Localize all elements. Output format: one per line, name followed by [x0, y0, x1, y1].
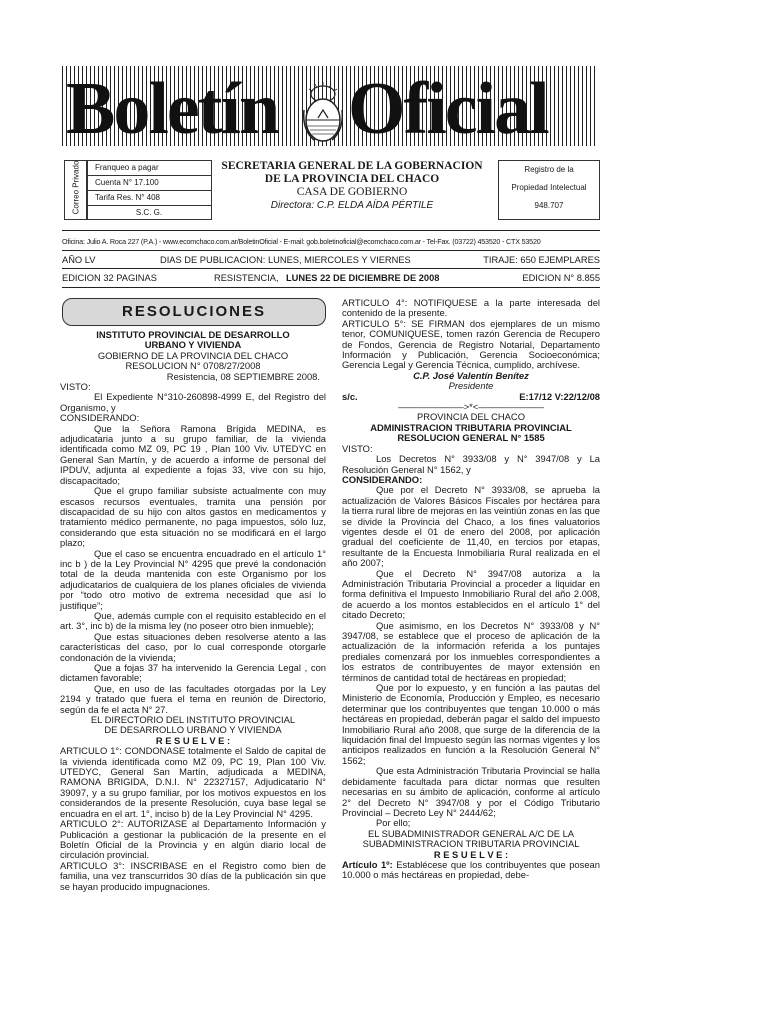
paragraph: Que el grupo familiar subsiste actualmente con muy escasos recursos eventuales, tramita una pensión por discapacidad de su hijo con altos gastos en medicamentos y tratamiento médico permanente, no paga impuestos, sólo luz, considerando que esta situación no se modificará en el largo plazo; [60, 485, 326, 549]
por-ello: Por ello; [376, 817, 411, 829]
province-line: PROVINCIA DEL CHACO [416, 411, 525, 423]
rule [62, 268, 600, 269]
institute-line: INSTITUTO PROVINCIAL DE DESARROLLO [96, 329, 290, 340]
visto-heading: VISTO: [342, 442, 373, 454]
franqueo-line: Franqueo a pagar [87, 161, 211, 176]
right-column [342, 298, 600, 881]
article: ARTICULO 5°: SE FIRMAN dos ejemplares de un mismo tenor, COMUNIQUESE, tomen razón Gerencia de Recupero de Fondos, Gerencia de Registro Notarial, Departamento Información y Publicación, Gerencia Socioeconómica; Gerencia Legal y Gerencia Técnica, cumplido, archívese. [342, 317, 600, 371]
separator: ———————>*<——————— [398, 401, 544, 413]
paragraph: Que la Señora Ramona Brígida MEDINA, es adjudicataria junto a su grupo familiar, de la vivienda identificada como MZ 09, PC 19 , Plan 100 Viv. UTEDYC en General San Martín, y de acuerdo a informe de personal del IPDUV, adjunta al expediente a fojas 33, vive con su hijo, discapacitado; [60, 422, 326, 486]
section-title: RESOLUCIONES [62, 298, 326, 326]
franqueo-line: Cuenta N° 17.100 [87, 176, 211, 191]
franqueo-line: S.C. G. [135, 208, 163, 217]
paragraph: Que esta Administración Tributaria Provincial se halla debidamente facultada para dictar normas que resulten necesarias en su ámbito de aplicación, conforme al artículo 2° del Decreto N° 3947/08 y por el Código Tributario Provincial – Decreto Ley N° 2444/62; [342, 765, 600, 818]
rule [62, 230, 600, 231]
directora: Directora: C.P. ELDA AÍDA PÉRTILE [270, 200, 434, 211]
article [342, 860, 600, 881]
dias-publicacion: DIAS DE PUBLICACION: LUNES, MIERCOLES Y VIERNES [160, 255, 411, 265]
directorio-line: DE DESARROLLO URBANO Y VIVIENDA [104, 724, 282, 736]
franqueo-box [86, 160, 212, 220]
edicion-numero: EDICION N° 8.855 [522, 273, 600, 283]
article: ARTICULO 1°: CONDONASE totalmente el Saldo de capital de la vivienda identificada como MZ 09, PC 19, Plan 100 Viv. UTEDYC, General San Martín, adjudicada a MEDINA, RAMONA BRIGIDA, D.N.I. N° 22327157, Adjudicatario N° 39097, y a su grupo familiar, por los motivos expuestos en los considerandos de la presente Resolución, cuya base legal se encuadra en el art. 1°, inciso b) de la Ley Provincial N° 4295. [60, 745, 326, 819]
paragraph: El Expediente N°310-260898-4999 E, del Registro del Organismo, y [60, 391, 326, 413]
secretaria-title: SECRETARIA GENERAL DE LA GOBERNACION [221, 160, 483, 172]
secretaria-block [212, 160, 492, 212]
lugar: RESISTENCIA, [214, 273, 279, 283]
anio: AÑO LV [62, 255, 96, 265]
franqueo-line: Tarifa Res. N° 408 [87, 191, 211, 206]
resolucion-number: RESOLUCION N° 0708/27/2008 [125, 360, 261, 372]
left-column [60, 330, 326, 892]
fecha-edicion: LUNES 22 DE DICIEMBRE DE 2008 [286, 273, 440, 283]
signatory-role: Presidente [448, 380, 494, 392]
paragraph: Que asimismo, en los Decretos N° 3933/08 y N° 3947/08, se establece que el proceso de aplicación de la actualización de la información referida a los puntajes prediales comenzará por los inmuebles correspondientes a los estratos de contribuyentes de mayor extensión en términos de cantidad total de hectáreas en propiedad; [342, 619, 600, 683]
admin-line: ADMINISTRACION TRIBUTARIA PROVINCIAL [370, 421, 572, 433]
coat-of-arms-icon [298, 80, 348, 146]
institute-line: URBANO Y VIVIENDA [144, 339, 242, 351]
rule [62, 250, 600, 251]
publication-dates: E:17/12 V:22/12/08 [519, 390, 600, 402]
paragraph: Que, además cumple con el requisito establecido en el art. 3°, inc b) de la misma ley (no poseer otro bien inmueble); [60, 609, 326, 632]
casa-gobierno: CASA DE GOBIERNO [296, 186, 408, 198]
article: ARTICULO 4°: NOTIFIQUESE a la parte interesada del contenido de la presente. [342, 297, 600, 319]
edicion-paginas: EDICION 32 PAGINAS [62, 273, 157, 283]
subadmin-line: SUBADMINISTRACION TRIBUTARIA PROVINCIAL [362, 838, 580, 850]
considerando-heading: CONSIDERANDO: [60, 412, 140, 424]
provincia-title: DE LA PROVINCIA DEL CHACO [264, 173, 440, 185]
directorio-line: EL DIRECTORIO DEL INSTITUTO PROVINCIAL [90, 714, 296, 726]
registro-box [498, 160, 600, 220]
gobierno-line: GOBIERNO DE LA PROVINCIA DEL CHACO [97, 349, 289, 361]
paragraph: Que el caso se encuentra encuadrado en el artículo 1° inc b ) de la Ley Provincial N° 4295 que prevé la condonación total de la deuda mantenida con este Organismo por los adjudicatarios de cualquiera de los planes oficiales de vivienda por “todo otro motivo de extrema necesidad que así lo justifique”; [60, 547, 326, 611]
paragraph: Que por el Decreto N° 3933/08, se aprueba la actualización de Valores Básicos Fiscales por hectárea para la tierra rural libre de mejoras en las veintiún zonas en las que se divide la Provincia del Chaco, a los fines valuatorios vigentes desde el 01 de enero del 2008, por aplicación gradual del coeficiente de 11,40, en tercios por etapas, resultante de la Encuesta Inmobiliaria Rural realizada en el año 2007; [342, 484, 600, 569]
resolucion-date: Resistencia, 08 SEPTIEMBRE 2008. [166, 370, 320, 382]
article-label: Artículo 1º: [342, 858, 393, 870]
article: ARTICULO 2°: AUTORIZASE al Departamento Información y Publicación a gestionar la publicación de la presente en el Boletín Oficial de la Provincia y en algún diario local de circulación provincial. [60, 818, 326, 861]
rule [62, 287, 600, 288]
masthead-title-left: Boletín [66, 68, 279, 150]
visto-heading: VISTO: [60, 381, 91, 393]
masthead-title-right: Oficial [348, 68, 548, 150]
paragraph: Que por lo expuesto, y en función a las pautas del Ministerio de Economía, Producción y Empleo, es necesario determinar que los contribuyentes que tengan 10.000 o más hectáreas en propiedad, deberán pagar el saldo del impuesto Inmobiliario Rural año 2008, que surge de la diferencia de la liquidación final del Impuesto según las normas vigentes y los anticipos realizados en función a la Resolución General N° 1562; [342, 682, 600, 766]
paragraph: Que el Decreto N° 3947/08 autoriza a la Administración Tributaria Provincial a proceder a liquidar en forma definitiva el Impuesto Inmobiliario Rural del año 2.008, de acuerdo a los montos establecidos en el artículo 1° del citado Decreto; [342, 567, 600, 621]
paragraph: Que a fojas 37 ha intervenido la Gerencia Legal , con dictamen favorable; [60, 662, 326, 684]
paragraph: Que, en uso de las facultades otorgadas por la Ley 2194 y tratado que fuera el tema en reunión de Directorio, según da fe el acta N° 27. [60, 682, 326, 715]
paragraph: Los Decretos N° 3933/08 y N° 3947/08 y La Resolución General N° 1562, y [342, 453, 600, 475]
signatory-name: C.P. José Valentín Benítez [413, 369, 529, 381]
considerando-heading: CONSIDERANDO: [342, 473, 423, 485]
article-text: Establécese que los contribuyentes que posean 10.000 o más hectáreas en propiedad, debe- [342, 858, 600, 881]
registro-line: Registro de la [524, 165, 574, 174]
article: ARTICULO 3°: INSCRIBASE en el Registro como bien de familia, una vez transcurridos 30 días de la publicación sin que se hayan producido impugnaciones. [60, 859, 326, 892]
subadmin-line: EL SUBADMINISTRADOR GENERAL A/C DE LA [367, 827, 575, 839]
resuelve-heading: R E S U E L V E : [155, 734, 231, 746]
contact-line: Oficina: Julio A. Roca 227 (P.A.) - www.ecomchaco.com.ar/BoletinOficial - E-mail: gob.boletinoficial@ecomchaco.com.ar - Tel-Fax. (03722) 453520 - CTX 53520 [62, 237, 541, 246]
resuelve-heading: R E S U E L V E : [433, 848, 509, 860]
sc-label: s/c. [342, 390, 358, 402]
tiraje: TIRAJE: 650 EJEMPLARES [483, 255, 600, 265]
resolucion-general: RESOLUCION GENERAL N° 1585 [397, 432, 545, 444]
registro-line: Propiedad Intelectual [511, 183, 587, 192]
correo-label: Correo Privado [71, 160, 81, 215]
correo-privado-box [64, 160, 88, 220]
paragraph: Que estas situaciones deben resolverse atento a las características del caso, por lo cual corresponde otorgarle condonación de la vivienda; [60, 630, 326, 663]
registro-line: 948.707 [534, 201, 564, 210]
